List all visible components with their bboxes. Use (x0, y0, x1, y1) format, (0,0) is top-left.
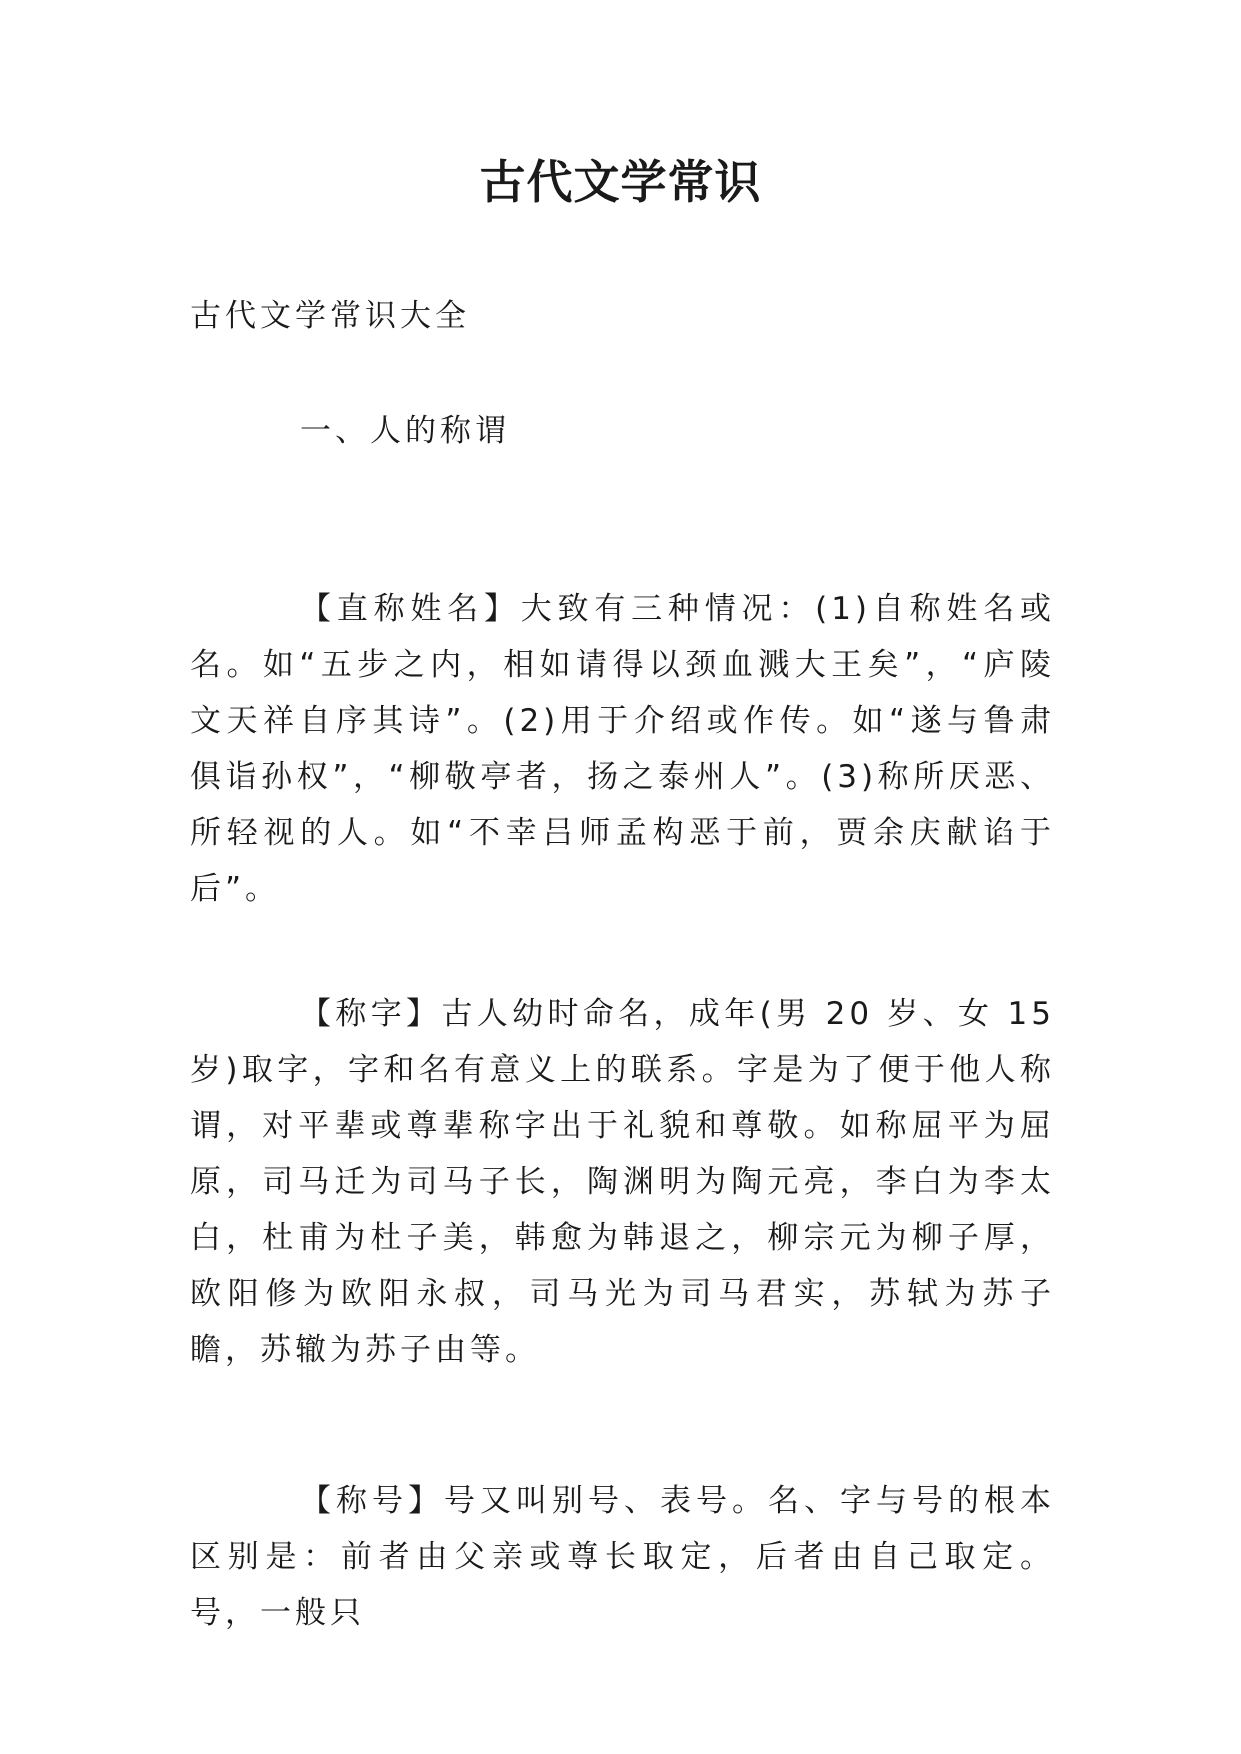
document-title: 古代文学常识 (479, 155, 762, 209)
paragraph-courtesy-name: 【称字】古人幼时命名，成年(男 20 岁、女 15 岁)取字，字和名有意义上的联系。字是为了便于他人称谓，对平辈或尊辈称字出于礼貌和尊敬。如称屈平为屈原，司马迁为司马子长，陶渊明为陶元亮，李白为李太白，杜甫为杜子美，韩愈为韩退之，柳宗元为柳子厚，欧阳修为欧阳永叔，司马光为司马君实，苏轼为苏子瞻，苏辙为苏子由等。 (190, 996, 1055, 1368)
paragraph-art-name: 【称号】号又叫别号、表号。名、字与号的根本区别是：前者由父亲或尊长取定，后者由自己取定。号，一般只 (190, 1483, 1055, 1631)
paragraph-direct-name: 【直称姓名】大致有三种情况：(1)自称姓名或名。如“五步之内，相如请得以颈血溅大王矣”，“庐陵文天祥自序其诗”。(2)用于介绍或作传。如“遂与鲁肃俱诣孙权”，“柳敬亭者，扬之泰州人”。(3)称所厌恶、所轻视的人。如“不幸吕师孟构恶于前，贾余庆献谄于后”。 (190, 591, 1055, 907)
section-heading: 一、人的称谓 (300, 413, 510, 449)
document-subtitle: 古代文学常识大全 (190, 298, 470, 334)
